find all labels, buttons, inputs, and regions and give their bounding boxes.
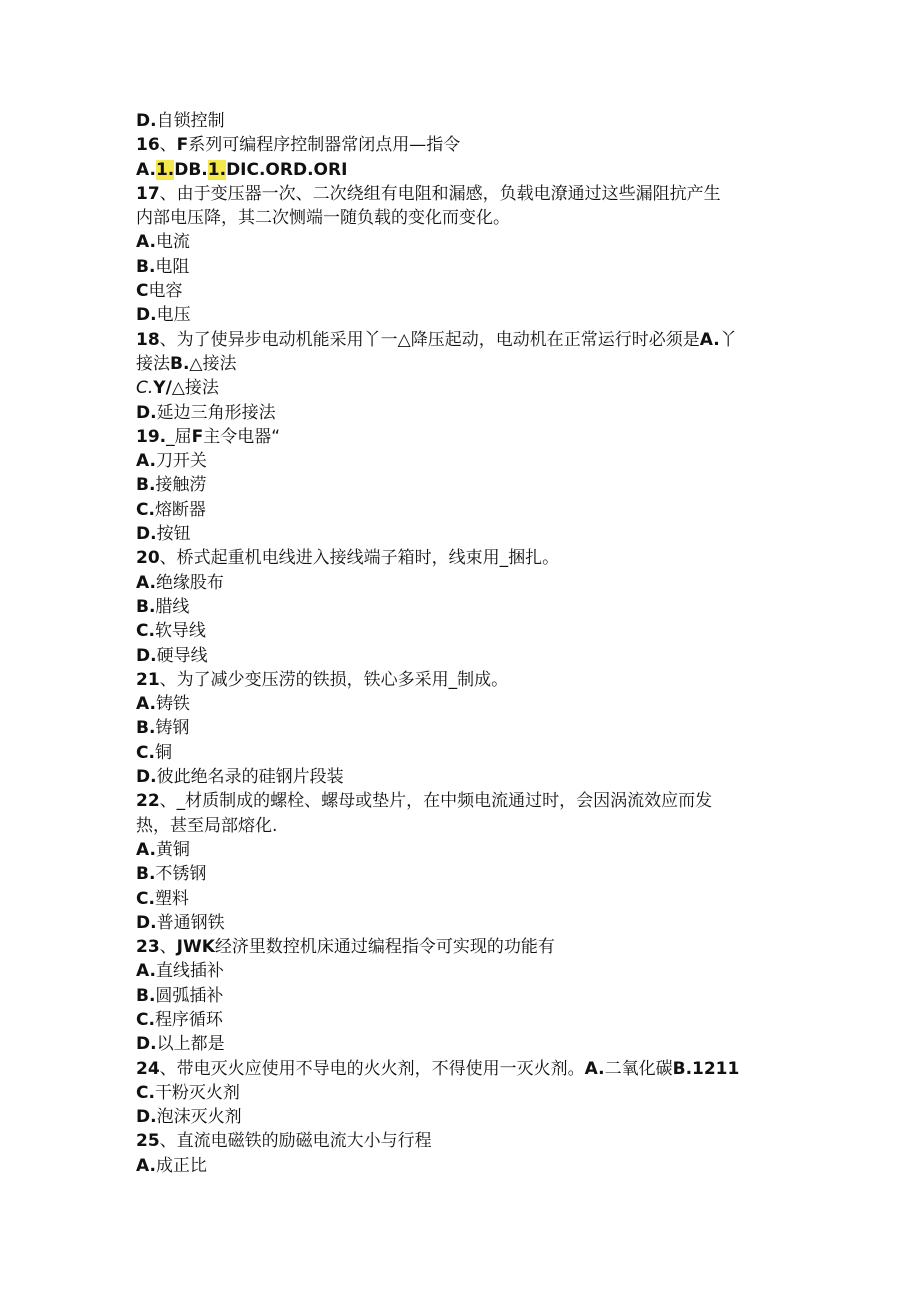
text-line — [136, 862, 836, 886]
document-body — [136, 109, 836, 1178]
text-segment: 20 — [136, 548, 160, 569]
text-segment: 接法 — [136, 353, 170, 374]
text-segment: B. — [136, 596, 156, 617]
text-line — [136, 1081, 836, 1105]
text-segment: 电压 — [156, 305, 191, 326]
text-segment: 丫 — [719, 329, 737, 350]
text-segment: D. — [136, 767, 157, 788]
text-segment: B. — [136, 985, 156, 1006]
text-segment: 电流 — [155, 232, 190, 253]
text-line — [136, 1032, 836, 1056]
text-segment: △接法 — [189, 353, 237, 374]
text-segment: C. — [136, 1082, 155, 1103]
text-segment: 泡沫灭火剂 — [156, 1107, 242, 1128]
text-segment: 程序循环 — [154, 1009, 223, 1030]
text-segment: 二氧化碳 — [604, 1058, 673, 1079]
text-segment: 不锈钢 — [155, 864, 207, 885]
text-segment: D. — [136, 645, 157, 666]
text-line — [136, 449, 836, 473]
text-segment: 、为了使异步电动机能采用丫一△降压起动，电动机在正常运行时必须是 — [159, 329, 700, 350]
text-line — [136, 984, 836, 1008]
text-segment: A. — [136, 1155, 156, 1176]
text-line — [136, 279, 836, 303]
text-segment: 普通钢铁 — [156, 912, 225, 933]
text-segment: C. — [136, 1009, 155, 1030]
text-segment: C. — [136, 378, 154, 399]
text-line — [136, 255, 836, 279]
text-segment: 、 — [159, 135, 177, 156]
text-line — [136, 1154, 836, 1178]
text-line — [136, 935, 836, 959]
highlighted-text: 1. — [207, 159, 227, 180]
text-line — [136, 230, 836, 254]
text-line — [136, 352, 836, 376]
text-segment: C. — [136, 742, 155, 763]
text-line — [136, 765, 836, 789]
text-segment: 主令电器“ — [203, 426, 281, 447]
text-line — [136, 473, 836, 497]
text-line — [136, 959, 836, 983]
text-segment: 内部电压降，其二次恻端一随负载的变化而变化。 — [136, 208, 510, 229]
text-segment: 铸钢 — [155, 718, 190, 739]
text-segment: 、直流电磁铁的励磁电流大小与行程 — [159, 1131, 432, 1152]
text-segment: 、桥式起重机电线进入接线端子箱时，线束用_捆扎。 — [159, 548, 560, 569]
text-segment: B. — [136, 475, 156, 496]
text-segment: A. — [136, 961, 156, 982]
text-segment: 按钮 — [156, 524, 191, 545]
text-segment: A. — [136, 839, 156, 860]
text-segment: 干粉灭火剂 — [154, 1082, 240, 1103]
text-segment: D. — [136, 111, 157, 131]
text-segment: 直线插补 — [155, 961, 224, 982]
text-segment: 铸铁 — [155, 694, 190, 715]
text-segment: A. — [584, 1058, 605, 1079]
text-segment: B. — [136, 718, 156, 739]
text-line — [136, 571, 836, 595]
text-segment: DB. — [174, 159, 208, 180]
text-segment: 16 — [136, 135, 160, 156]
text-line — [136, 1105, 836, 1129]
text-line — [136, 303, 836, 327]
text-line — [136, 498, 836, 522]
text-line — [136, 716, 836, 740]
text-segment: 、_材质制成的螺栓、螺母或垫片，在中频电流通过时，会因涡流效应而发 — [159, 791, 713, 812]
text-line — [136, 814, 836, 838]
text-segment: C. — [136, 499, 155, 520]
text-segment: C. — [136, 621, 155, 642]
text-line — [136, 692, 836, 716]
text-segment: 刀开关 — [155, 451, 207, 472]
text-segment: 24 — [136, 1058, 160, 1079]
text-segment: C — [136, 281, 149, 302]
text-line — [136, 595, 836, 619]
text-segment: Y/ — [153, 378, 172, 399]
text-segment: A. — [136, 159, 156, 180]
text-segment: 彼此绝名录的硅钢片段装 — [156, 767, 344, 788]
text-segment: A. — [699, 329, 720, 350]
text-segment: 圆弧插补 — [155, 985, 224, 1006]
text-line — [136, 328, 836, 352]
text-line — [136, 619, 836, 643]
text-segment: DIC.ORD.ORI — [226, 159, 348, 180]
text-segment: 系列可编程序控制器常闭点用—指令 — [188, 135, 461, 156]
text-line — [136, 838, 836, 862]
text-segment: 22 — [136, 791, 160, 812]
text-line — [136, 401, 836, 425]
text-line — [136, 1129, 836, 1153]
text-line — [136, 206, 836, 230]
text-segment: A. — [136, 232, 156, 253]
text-segment: B. — [170, 353, 190, 374]
text-segment: F — [176, 135, 189, 156]
highlighted-text: 1. — [155, 159, 175, 180]
text-segment: B. — [136, 864, 156, 885]
text-line — [136, 789, 836, 813]
text-segment: 接触涝 — [155, 475, 207, 496]
text-segment: A. — [136, 572, 156, 593]
text-line — [136, 522, 836, 546]
text-line — [136, 644, 836, 668]
text-line — [136, 887, 836, 911]
text-segment: 腊线 — [155, 596, 190, 617]
text-line — [136, 911, 836, 935]
text-segment: 23 — [136, 937, 160, 958]
text-segment: 经济里数控机床通过编程指令可实现的功能有 — [214, 937, 555, 958]
text-segment: 、为了减少变压涝的铁损，铁心多采用_制成。 — [159, 669, 509, 690]
text-line — [136, 1057, 836, 1081]
text-line — [136, 425, 836, 449]
text-segment: 电阻 — [155, 256, 190, 277]
text-segment: 硬导线 — [156, 645, 208, 666]
text-segment: 、 — [159, 937, 177, 958]
text-segment: 塑料 — [154, 888, 189, 909]
text-segment: 17 — [136, 183, 160, 204]
text-segment: F — [191, 426, 204, 447]
text-segment: 黄铜 — [155, 839, 190, 860]
text-segment: A. — [136, 694, 156, 715]
text-segment: JWK — [176, 937, 215, 958]
text-line — [136, 158, 836, 182]
text-segment: 25 — [136, 1131, 160, 1152]
text-line — [136, 133, 836, 157]
text-segment: D. — [136, 402, 157, 423]
text-line — [136, 376, 836, 400]
text-line — [136, 182, 836, 206]
text-segment: 成正比 — [155, 1155, 207, 1176]
text-segment: A. — [136, 451, 156, 472]
text-segment: D. — [136, 912, 157, 933]
text-segment: 电容 — [148, 281, 183, 302]
text-line — [136, 109, 836, 133]
text-segment: D. — [136, 1107, 157, 1128]
text-segment: △接法 — [171, 378, 219, 399]
text-segment: 21 — [136, 669, 160, 690]
text-line — [136, 546, 836, 570]
text-line — [136, 741, 836, 765]
text-segment: _屈 — [166, 426, 192, 447]
text-segment: 、由于变压器一次、二次绕组有电阻和漏感，负载电潦通过这些漏阻抗产生 — [159, 183, 721, 204]
text-segment: 18 — [136, 329, 160, 350]
text-segment: 、带电灭火应使用不导电的火火剂，不得使用一灭火剂。 — [159, 1058, 585, 1079]
text-segment: 延边三角形接法 — [156, 402, 276, 423]
text-segment: D. — [136, 305, 157, 326]
text-segment: 绝缘股布 — [155, 572, 224, 593]
text-line — [136, 668, 836, 692]
text-segment: 熔断器 — [154, 499, 206, 520]
text-segment: 热，甚至局部熔化. — [136, 815, 278, 836]
text-line — [136, 1008, 836, 1032]
text-segment: 软导线 — [154, 621, 206, 642]
text-segment: D. — [136, 1034, 157, 1055]
text-segment: B. — [136, 256, 156, 277]
text-segment: D. — [136, 524, 157, 545]
text-segment: 铜 — [154, 742, 172, 763]
text-segment: 自锁控制 — [156, 111, 225, 131]
text-segment: C. — [136, 888, 155, 909]
text-segment: 以上都是 — [156, 1034, 225, 1055]
text-segment: B.1211 — [672, 1058, 740, 1079]
text-segment: 19. — [136, 426, 167, 447]
